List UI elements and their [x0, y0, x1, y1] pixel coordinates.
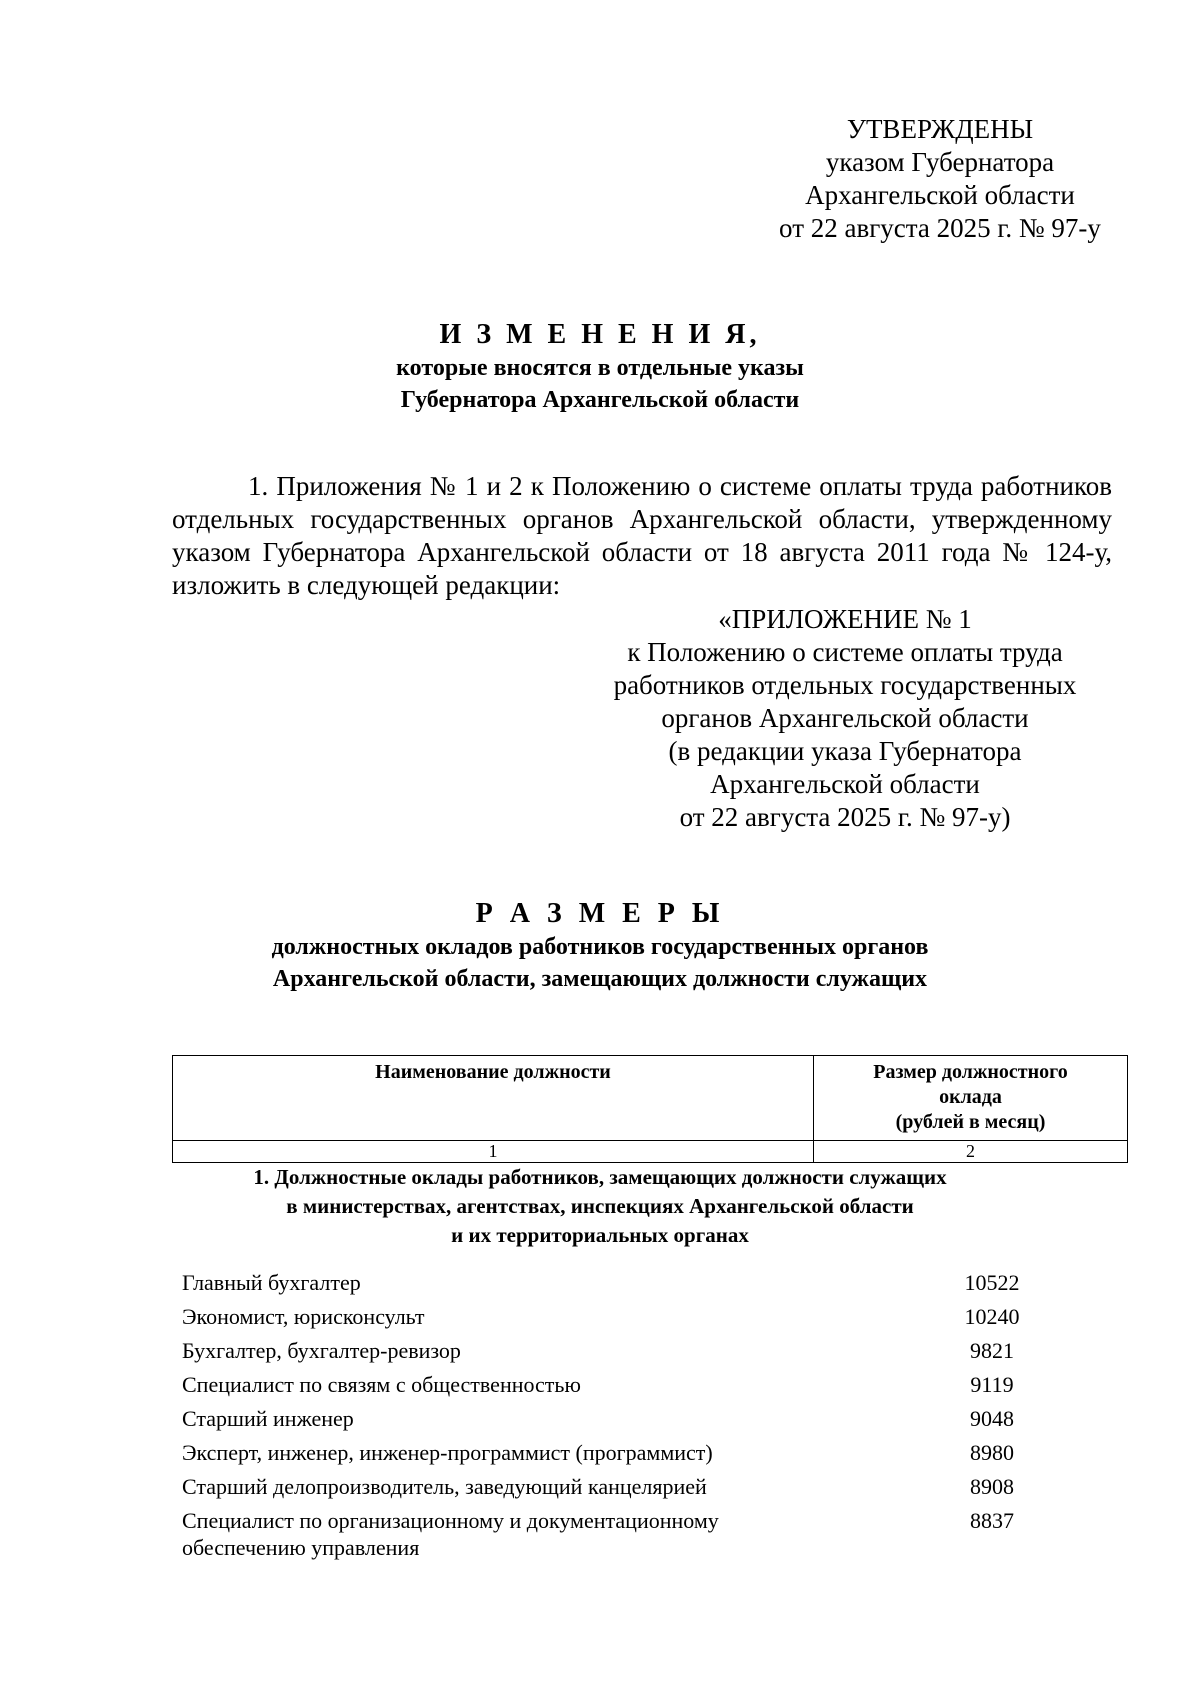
appendix-line: Архангельской области: [710, 769, 980, 799]
sizes-subtitle: Архангельской области, замещающих должности служащих: [272, 966, 928, 992]
section-line: 1. Должностные оклады работников, замещающих должности служащих: [253, 1165, 947, 1189]
column-number: 1: [173, 1141, 814, 1163]
salary-list: [182, 1269, 1082, 1568]
position-name: Эксперт, инженер, инженер-программист (программист): [182, 1440, 713, 1465]
changes-subtitle: Губернатора Архангельской области: [400, 387, 800, 413]
sizes-heading: Р А З М Е Р Ы: [475, 898, 725, 929]
appendix-title: «ПРИЛОЖЕНИЕ № 1: [718, 604, 972, 634]
table-row: [182, 1269, 1082, 1296]
section-line: и их территориальных органах: [451, 1223, 749, 1247]
appendix-line: органов Архангельской области: [661, 703, 1029, 733]
position-name: Главный бухгалтер: [182, 1270, 361, 1295]
column-header-line: (рублей в месяц): [895, 1111, 1046, 1133]
changes-title: [0, 318, 1200, 416]
appendix-block: [600, 603, 1090, 834]
position-name: Старший инженер: [182, 1406, 354, 1431]
approval-block: [770, 113, 1110, 245]
salary-value: 10522: [964, 1270, 1020, 1295]
approval-line: Архангельской области: [805, 180, 1075, 210]
table-row: [182, 1371, 1082, 1398]
salary-value: 8837: [970, 1508, 1014, 1533]
paragraph-line: отдельных государственных органов Архангельской области, утвержденному: [172, 504, 1112, 534]
table-header: [172, 1055, 1128, 1163]
column-header-salary: [814, 1056, 1128, 1141]
table-row: [182, 1473, 1082, 1500]
paragraph-line: изложить в следующей редакции:: [172, 570, 561, 600]
position-name: Специалист по связям с общественностью: [182, 1372, 581, 1397]
paragraph-line: указом Губернатора Архангельской области от 18 августа 2011 года № 124-у,: [172, 537, 1112, 567]
table-row: [182, 1303, 1082, 1330]
table-header-row: [173, 1056, 1128, 1141]
paragraph-line: 1. Приложения № 1 и 2 к Положению о системе оплаты труда работников: [248, 471, 1112, 501]
changes-subtitle: которые вносятся в отдельные указы: [396, 355, 804, 381]
table-row: [182, 1439, 1082, 1466]
column-header-line: оклада: [939, 1086, 1002, 1108]
paragraph-1: [172, 470, 1112, 602]
position-name: Экономист, юрисконсульт: [182, 1304, 425, 1329]
salary-value: 9821: [970, 1338, 1014, 1363]
position-name: Старший делопроизводитель, заведующий канцелярией: [182, 1474, 707, 1499]
table-number-row: [173, 1141, 1128, 1163]
appendix-line: работников отдельных государственных: [613, 670, 1077, 700]
position-name: Специалист по организационному и документационному обеспечению управления: [182, 1508, 719, 1560]
approval-title: УТВЕРЖДЕНЫ: [846, 114, 1034, 144]
table-row: [182, 1405, 1082, 1432]
table-row: [182, 1507, 1082, 1561]
column-header-position: Наименование должности: [173, 1056, 814, 1141]
table-row: [182, 1337, 1082, 1364]
salary-value: 9048: [970, 1406, 1014, 1431]
column-number: 2: [814, 1141, 1128, 1163]
section-heading: [0, 1163, 1200, 1250]
appendix-line: от 22 августа 2025 г. № 97-у): [679, 802, 1011, 832]
section-line: в министерствах, агентствах, инспекциях Архангельской области: [286, 1194, 914, 1218]
sizes-subtitle: должностных окладов работников государственных органов: [271, 934, 929, 960]
approval-date: от 22 августа 2025 г. № 97-у: [779, 213, 1101, 243]
salary-value: 10240: [964, 1304, 1020, 1329]
approval-line: указом Губернатора: [825, 147, 1055, 177]
changes-heading: И З М Е Н Е Н И Я,: [439, 319, 761, 350]
position-name: Бухгалтер, бухгалтер-ревизор: [182, 1338, 461, 1363]
salary-value: 8980: [970, 1440, 1014, 1465]
appendix-line: к Положению о системе оплаты труда: [627, 637, 1063, 667]
column-header-line: Размер должностного: [873, 1061, 1068, 1083]
sizes-title: [0, 897, 1200, 995]
appendix-line: (в редакции указа Губернатора: [668, 736, 1022, 766]
salary-value: 9119: [970, 1372, 1014, 1397]
salary-value: 8908: [970, 1474, 1014, 1499]
